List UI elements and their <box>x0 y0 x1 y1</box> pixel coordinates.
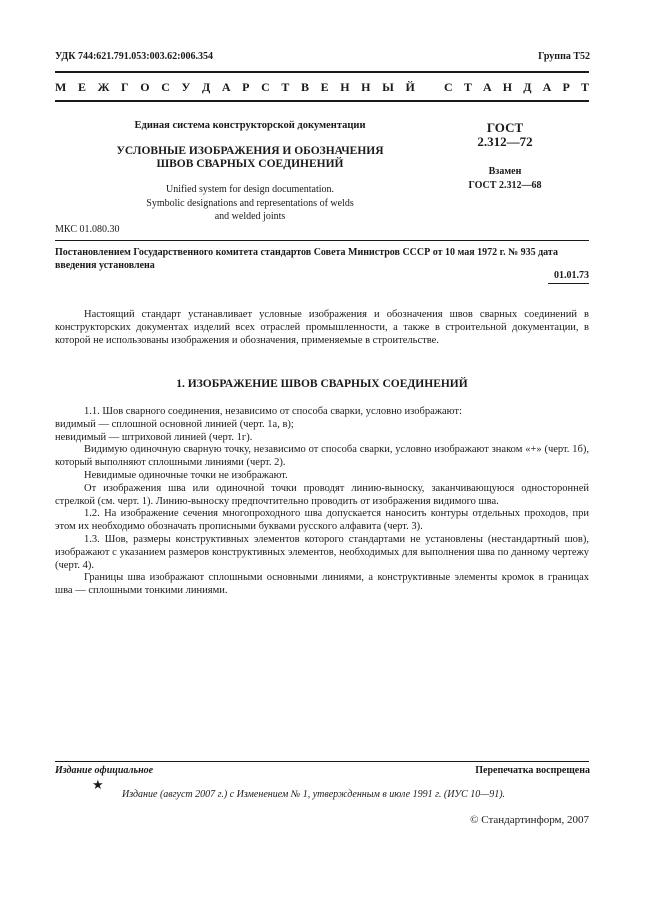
banner-letter: Н <box>340 80 350 94</box>
banner-letter: А <box>542 80 552 94</box>
udk-code: УДК 744:621.791.053:003.62:006.354 <box>55 51 213 62</box>
group-code: Группа Т52 <box>538 51 590 62</box>
title-line-2: ШВОВ СВАРНЫХ СОЕДИНЕНИЙ <box>156 158 344 170</box>
mks-code: МКС 01.080.30 <box>55 224 120 235</box>
banner-letter: В <box>300 80 309 94</box>
banner-letter: Н <box>361 80 371 94</box>
replace-label: Взамен <box>488 166 522 177</box>
banner-letter: А <box>482 80 492 94</box>
english-title-line-2: Symbolic designations and representations of welds <box>146 197 354 209</box>
gost-label: ГОСТ <box>486 120 524 135</box>
clause-1-3: 1.3. Шов, размеры конструктивных элементов которого стандартами не установлены (нестандартный шов), изображают с указанием размеров конструктивных элементов, необходимых для выполнения шва по данному чертежу (черт. 4). <box>55 533 589 571</box>
top-rule <box>55 71 589 73</box>
system-name: Единая система конструкторской документации <box>134 120 366 131</box>
banner-letter: Д <box>523 80 532 94</box>
intro-paragraph <box>55 309 589 347</box>
decree-top-rule <box>55 240 589 241</box>
banner-word-standard <box>444 80 589 95</box>
section-1-body <box>55 406 589 598</box>
clause-1-3-boundaries: Границы шва изображают сплошными основными линиями, а конструктивные элементы кромок в границах шва — сплошными тонкими линиями. <box>55 572 589 597</box>
banner-word-interstate <box>55 80 415 95</box>
banner-letter: Е <box>320 80 329 94</box>
banner-letter: Т <box>580 80 589 94</box>
banner-letter: Ы <box>382 80 394 94</box>
edition-note: Издание (август 2007 г.) с Изменением № 1, утвержденным в июле 1991 г. (ИУС 10—91). <box>122 789 506 800</box>
interstate-standard-banner <box>55 80 589 95</box>
banner-letter: Г <box>121 80 129 94</box>
star-icon: ★ <box>92 777 104 792</box>
gost-number: 2.312—72 <box>477 134 533 149</box>
copyright: © Стандартинформ, 2007 <box>470 814 589 826</box>
banner-letter: А <box>221 80 231 94</box>
banner-letter: Ж <box>97 80 110 94</box>
title-line-1: УСЛОВНЫЕ ИЗОБРАЖЕНИЯ И ОБОЗНАЧЕНИЯ <box>116 145 384 157</box>
english-title <box>100 183 400 224</box>
banner-letter: Н <box>502 80 513 94</box>
decree-text: Постановлением Государственного комитета стандартов Совета Министров СССР от 10 мая 1972 г. № 935 дата введения установлена <box>55 247 558 271</box>
banner-bottom-rule <box>55 100 589 102</box>
banner-letter: Д <box>201 80 211 94</box>
document-title <box>100 145 400 171</box>
date-underline <box>548 283 589 284</box>
banner-letter: Й <box>405 80 415 94</box>
banner-letter: С <box>444 80 453 94</box>
banner-letter: Р <box>242 80 250 94</box>
clause-1-2: 1.2. На изображение сечения многопроходного шва допускается наносить контуры отдельных проходов, при этом их необходимо обозначать прописными буквами русского алфавита (черт. 3). <box>55 508 589 533</box>
intro-text: Настоящий стандарт устанавливает условные изображения и обозначения швов сварных соединений в конструкторских документах изделий всех отраслей промышленности, а также в строительной документации, в которой не использованы изображения и обозначения, применяемые в строительстве. <box>55 309 589 346</box>
english-title-line-1: Unified system for design documentation. <box>165 184 335 195</box>
clause-1-1-point: Видимую одиночную сварную точку, независимо от способа сварки, условно изображают знаком «+» (черт. 1б), который выполняют сплошными линиями (черт. 2). <box>55 444 589 469</box>
banner-letter: О <box>140 80 150 94</box>
english-title-line-3: and welded joints <box>214 211 286 222</box>
banner-letter: С <box>261 80 270 94</box>
clause-1-1-invisible: невидимый — штриховой линией (черт. 1г). <box>55 431 253 443</box>
banner-letter: Т <box>281 80 290 94</box>
banner-letter: У <box>181 80 191 94</box>
banner-letter: Т <box>463 80 472 94</box>
banner-letter: Р <box>562 80 570 94</box>
banner-letter: М <box>55 80 67 94</box>
footer-rule <box>55 761 589 762</box>
reprint-prohibited-label: Перепечатка воспрещена <box>475 765 590 776</box>
banner-letter: Е <box>77 80 86 94</box>
banner-letter: С <box>161 80 170 94</box>
official-edition-label: Издание официальное <box>55 765 154 776</box>
clause-1-1: 1.1. Шов сварного соединения, независимо от способа сварки, условно изображают: <box>84 406 462 417</box>
clause-1-1-visible: видимый — сплошной основной линией (черт. 1а, в); <box>55 418 294 430</box>
effective-date: 01.01.73 <box>554 270 589 281</box>
replaced-standard: ГОСТ 2.312—68 <box>468 180 542 191</box>
clause-1-1-hidden-points: Невидимые одиночные точки не изображают. <box>84 469 288 481</box>
clause-1-1-leader: От изображения шва или одиночной точки проводят линию-выноску, заканчивающуюся односторонней стрелкой (см. черт. 1). Линию-выноску предпочтительно проводить от изображения видимого шва. <box>55 482 589 507</box>
section-1-title: 1. ИЗОБРАЖЕНИЕ ШВОВ СВАРНЫХ СОЕДИНЕНИЙ <box>176 378 468 390</box>
